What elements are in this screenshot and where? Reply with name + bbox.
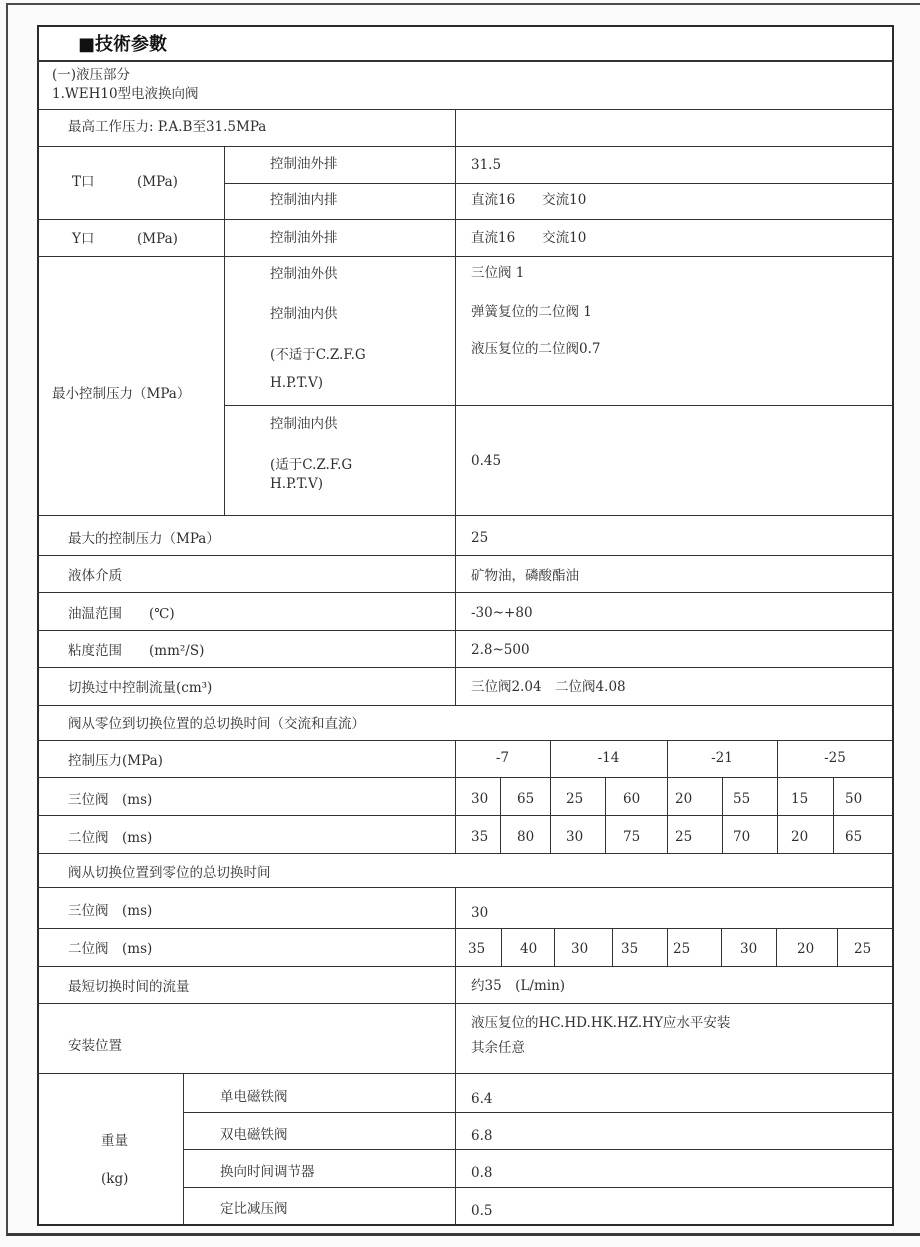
t-port-condition: 控制油内排 — [270, 192, 338, 208]
grid-line-horizontal — [37, 705, 893, 706]
grid-line-horizontal — [37, 592, 893, 593]
grid-line-horizontal — [37, 777, 893, 778]
weight-value: 0.8 — [471, 1165, 493, 1181]
weight-item: 单电磁铁阀 — [220, 1089, 288, 1105]
grid-line-horizontal — [37, 1073, 893, 1074]
t-port-value: 31.5 — [471, 157, 502, 173]
control-pressure-value: -21 — [711, 750, 733, 766]
grid-line-vertical — [721, 928, 722, 966]
min-control-value: 液压复位的二位阀0.7 — [471, 341, 601, 357]
min-control-condition: H.P.T.V) — [270, 375, 324, 391]
switch-time-value: 50 — [845, 791, 863, 807]
grid-line-vertical — [833, 777, 834, 853]
switch-time-value: 15 — [791, 791, 809, 807]
switch-time-value: 35 — [468, 941, 486, 957]
simple-row-value: 25 — [471, 530, 489, 546]
grid-line-horizontal — [37, 928, 893, 929]
grid-line-vertical — [612, 928, 613, 966]
grid-line-vertical — [455, 109, 456, 705]
grid-line-vertical — [224, 146, 225, 515]
three-position-label: 三位阀 (ms) — [68, 792, 153, 808]
simple-row-label: 液体介质 — [68, 568, 122, 584]
grid-line-vertical — [554, 928, 555, 966]
grid-line-horizontal — [37, 630, 893, 631]
weight-unit: (kg) — [101, 1171, 129, 1187]
min-control-value: 三位阀 1 — [471, 265, 525, 281]
switch-time-value: 30 — [471, 791, 489, 807]
grid-line-horizontal — [37, 555, 893, 556]
switch-time-value: 40 — [520, 941, 538, 957]
shortest-flow-value: 约35 (L/min) — [471, 978, 566, 994]
grid-line-vertical — [837, 928, 838, 966]
weight-value: 6.8 — [471, 1128, 493, 1144]
grid-line-horizontal — [183, 1112, 893, 1113]
page-title: ■技術参數 — [78, 34, 168, 55]
y-port-condition: 控制油外排 — [270, 230, 338, 246]
simple-row-label: 粘度范围 (mm²/S) — [68, 643, 205, 659]
control-pressure-value: -25 — [824, 750, 846, 766]
switch-time-value: 65 — [517, 791, 535, 807]
switch-time-value: 35 — [621, 941, 639, 957]
switch-time-value: 25 — [673, 941, 691, 957]
switch-time-value: 25 — [854, 941, 872, 957]
t-port-condition: 控制油外排 — [270, 156, 338, 172]
simple-row-label: 最大的控制压力（MPa） — [68, 531, 220, 547]
weight-item: 换向时间调节器 — [220, 1164, 315, 1180]
simple-row-value: -30~+80 — [471, 605, 533, 621]
switch-time-value: 70 — [733, 829, 751, 845]
two-position-label: 二位阀 (ms) — [68, 830, 153, 846]
grid-line-horizontal — [37, 740, 893, 741]
t-port-value: 直流16 交流10 — [471, 192, 587, 208]
grid-line-horizontal — [37, 966, 893, 967]
weight-item: 定比减压阀 — [220, 1201, 288, 1217]
simple-row-value: 三位阀2.04 二位阀4.08 — [471, 679, 626, 695]
switch-on-heading: 阀从零位到切换位置的总切换时间（交流和直流） — [68, 716, 365, 732]
grid-line-vertical — [501, 928, 502, 966]
grid-line-vertical — [605, 777, 606, 853]
shortest-flow-label: 最短切换时间的流量 — [68, 979, 190, 995]
switch-time-value: 25 — [675, 829, 693, 845]
switch-time-value: 35 — [471, 829, 489, 845]
switch-time-value: 30 — [566, 829, 584, 845]
min-control-condition: 控制油外供 — [270, 266, 338, 282]
min-control-pressure-label: 最小控制压力（MPa） — [52, 386, 191, 402]
simple-row-label: 油温范围 (℃) — [68, 606, 175, 622]
spec-table — [37, 25, 894, 1226]
switch-time-value: 55 — [733, 791, 751, 807]
install-value: 液压复位的HC.HD.HK.HZ.HY应水平安装 — [471, 1015, 731, 1031]
switch-time-value: 65 — [845, 829, 863, 845]
grid-line-vertical — [500, 777, 501, 853]
control-pressure-label: 控制压力(MPa) — [68, 753, 163, 769]
two-position-label: 二位阀 (ms) — [68, 941, 153, 957]
switch-time-value: 80 — [517, 829, 535, 845]
switch-time-value: 20 — [797, 941, 815, 957]
min-control-condition: (不适于C.Z.F.G — [270, 347, 366, 363]
switch-time-value: 75 — [623, 829, 641, 845]
three-position-value: 30 — [471, 905, 489, 921]
grid-line-horizontal — [224, 183, 893, 184]
weight-item: 双电磁铁阀 — [220, 1127, 288, 1143]
control-pressure-value: -14 — [597, 750, 620, 766]
install-value: 其余任意 — [471, 1040, 525, 1056]
min-control-condition: H.P.T.V) — [270, 476, 324, 492]
three-position-label: 三位阀 (ms) — [68, 903, 153, 919]
section-heading: (一)液压部分 — [52, 67, 131, 83]
grid-line-horizontal — [37, 815, 893, 816]
grid-line-horizontal — [37, 853, 893, 854]
grid-line-horizontal — [37, 146, 893, 147]
product-heading: 1.WEH10型电液换向阀 — [52, 86, 199, 102]
switch-time-value: 20 — [675, 791, 693, 807]
grid-line-horizontal — [37, 109, 893, 110]
grid-line-vertical — [776, 928, 777, 966]
grid-line-horizontal — [183, 1149, 893, 1150]
min-control-condition: 控制油内供 — [270, 416, 338, 432]
switch-time-value: 20 — [791, 829, 809, 845]
min-control-condition: (适于C.Z.F.G — [270, 457, 353, 473]
t-port-label: T口 — [72, 174, 95, 190]
grid-line-vertical — [667, 928, 668, 966]
grid-line-horizontal — [37, 219, 893, 220]
weight-label: 重量 — [101, 1133, 128, 1149]
grid-line-vertical — [183, 1073, 184, 1225]
control-pressure-value: -7 — [495, 750, 510, 766]
y-port-label: Y口 — [72, 231, 95, 247]
weight-value: 0.5 — [471, 1203, 493, 1219]
grid-line-horizontal — [37, 887, 893, 888]
simple-row-value: 2.8~500 — [471, 642, 530, 658]
grid-line-horizontal — [37, 1003, 893, 1004]
switch-time-value: 60 — [623, 791, 641, 807]
simple-row-label: 切换过中控制流量(cm³) — [68, 680, 213, 696]
switch-off-heading: 阀从切换位置到零位的总切换时间 — [68, 865, 271, 881]
max-working-pressure-label: 最高工作压力: P.A.B至31.5MPa — [68, 119, 267, 135]
grid-line-horizontal — [224, 405, 893, 406]
t-port-unit: (MPa) — [137, 174, 178, 190]
min-control-condition: 控制油内供 — [270, 306, 338, 322]
switch-time-value: 25 — [566, 791, 584, 807]
grid-line-vertical — [722, 777, 723, 853]
grid-line-horizontal — [37, 667, 893, 668]
install-label: 安装位置 — [68, 1038, 122, 1054]
min-control-value: 0.45 — [471, 453, 502, 469]
switch-time-value: 30 — [740, 941, 758, 957]
switch-time-value: 30 — [571, 941, 589, 957]
y-port-unit: (MPa) — [137, 231, 178, 247]
grid-line-horizontal — [37, 256, 893, 257]
simple-row-value: 矿物油，磷酸酯油 — [471, 568, 579, 584]
grid-line-horizontal — [183, 1187, 893, 1188]
min-control-value: 弹簧复位的二位阀 1 — [471, 304, 592, 320]
grid-line-horizontal — [37, 60, 893, 62]
grid-line-vertical — [455, 887, 456, 1225]
grid-line-horizontal — [37, 515, 893, 516]
y-port-value: 直流16 交流10 — [471, 230, 587, 246]
weight-value: 6.4 — [471, 1091, 493, 1107]
